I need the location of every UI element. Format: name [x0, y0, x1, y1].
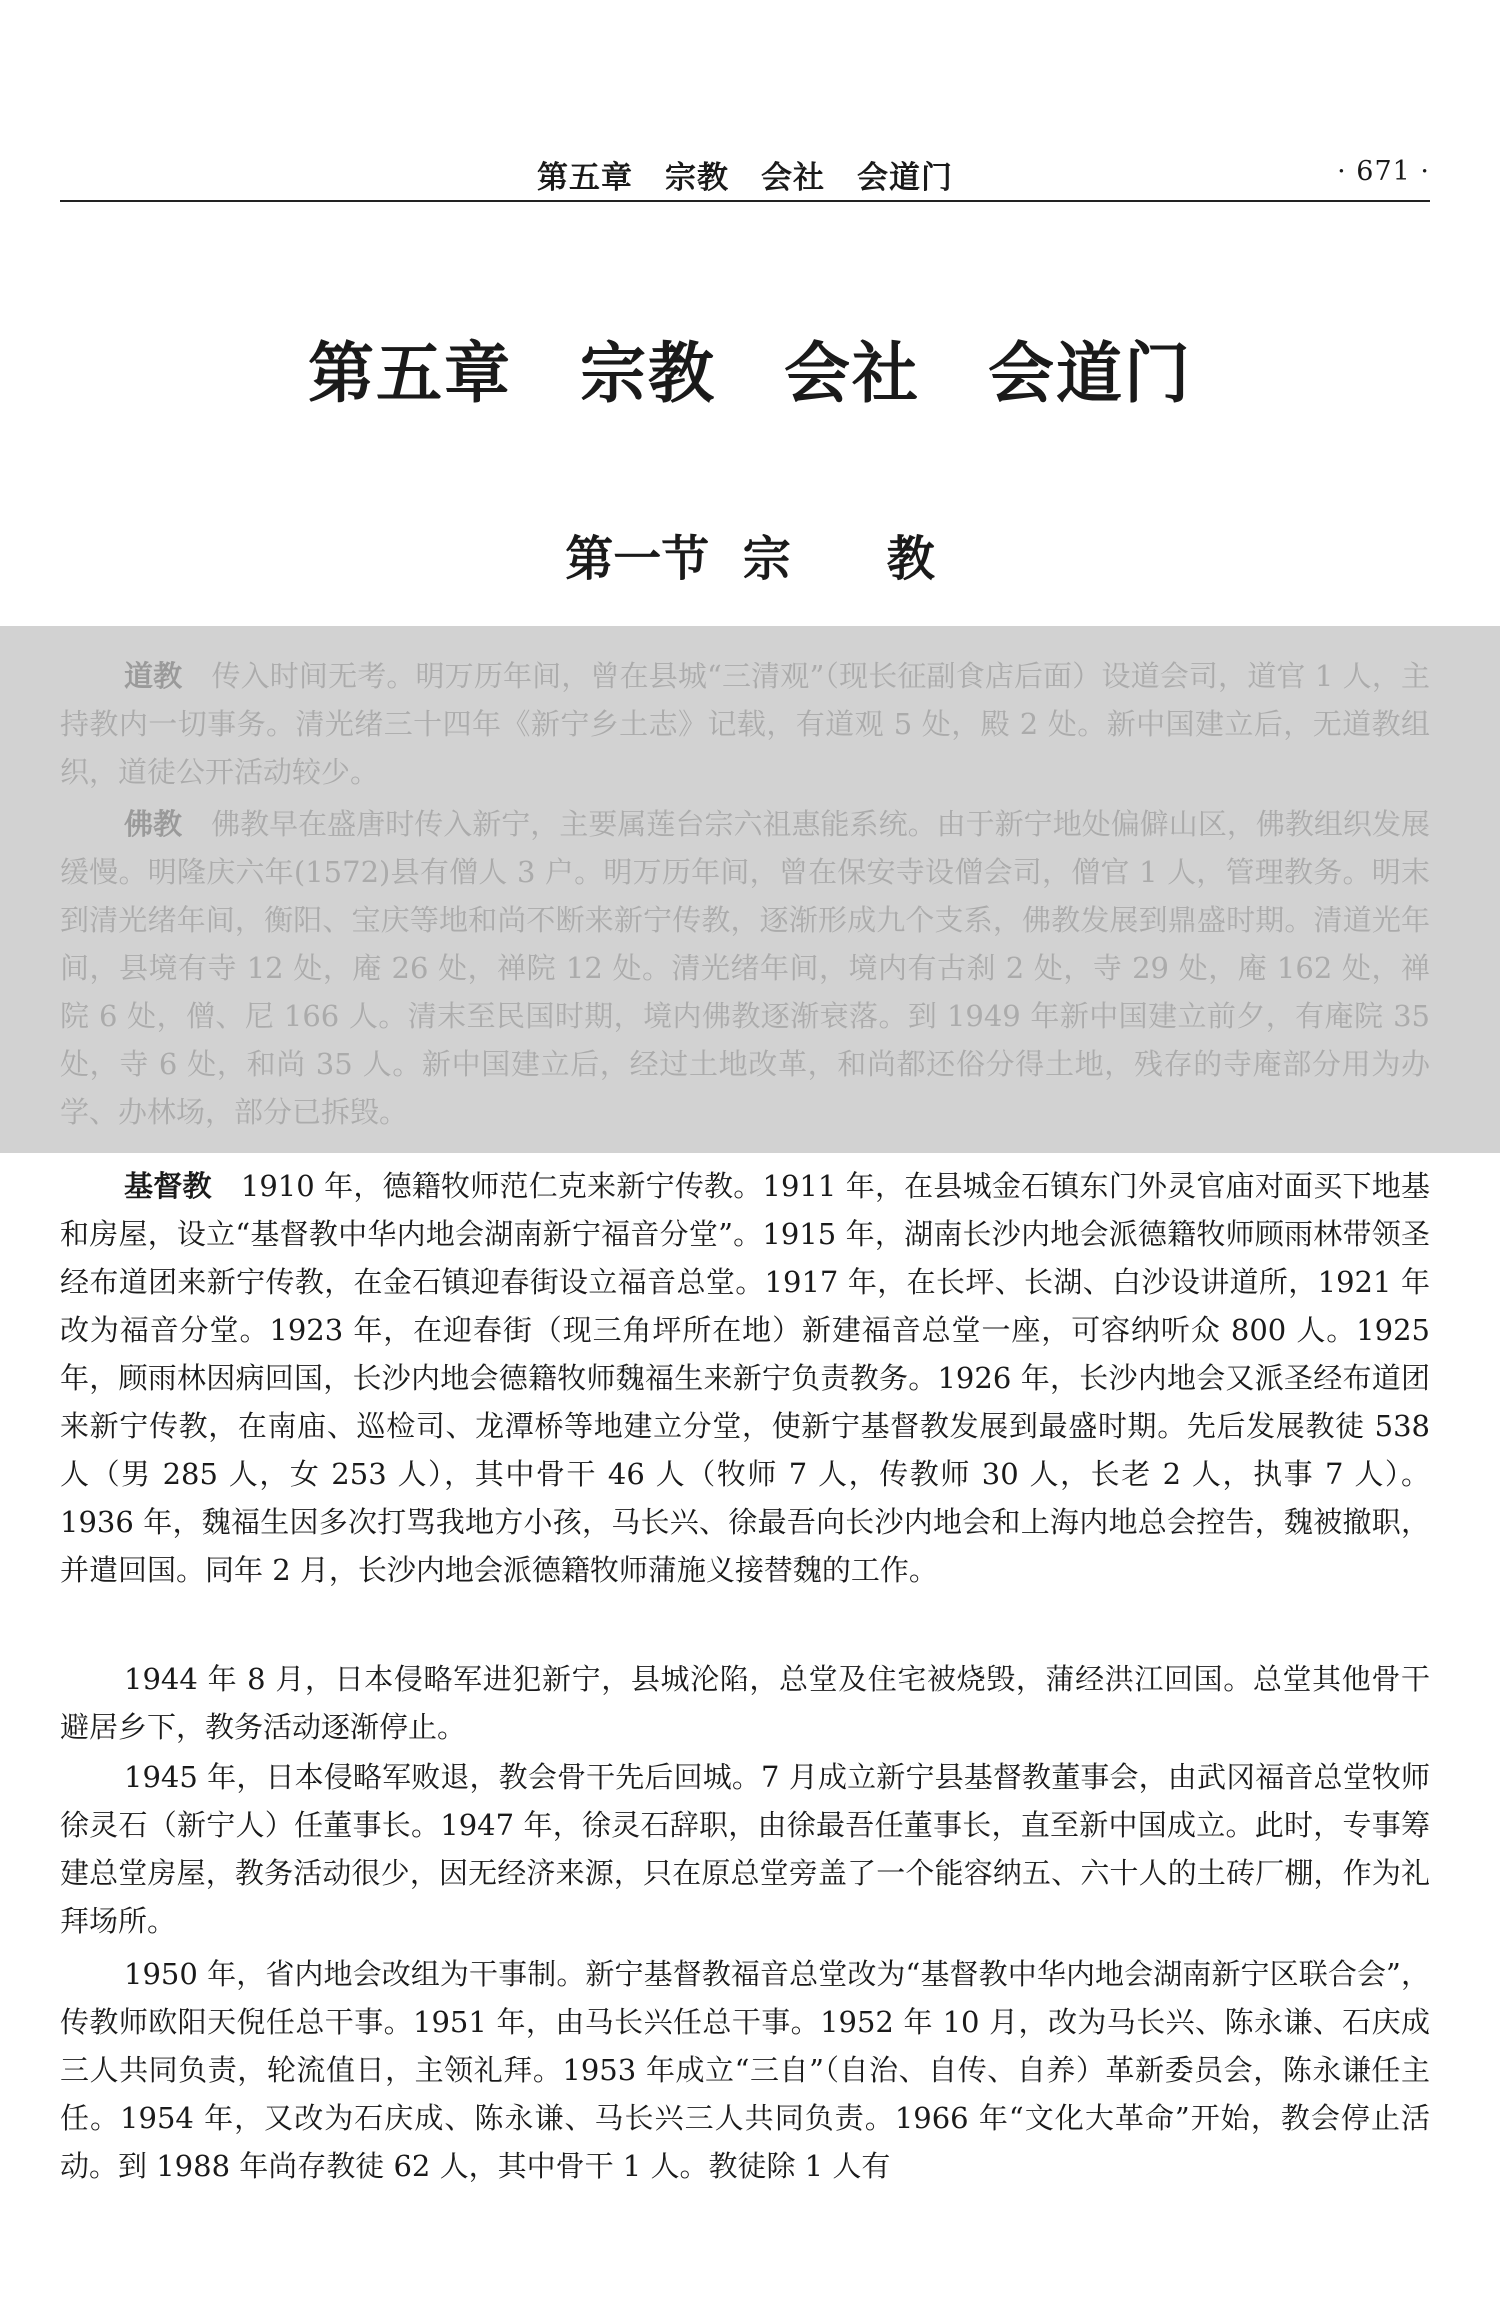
paragraph-1950: 1950 年，省内地会改组为干事制。新宁基督教福音总堂改为“基督教中华内地会湖南新宁区联合会”，传教师欧阳天倪任总干事。1951 年，由马长兴任总干事。1952 年 10 月，改为马长兴、陈永谦、石庆成三人共同负责，轮流值日，主领礼拜。1953 年成立“三自”（自治、自传、自养）革新委员会，陈永谦任主任。1954 年，又改为石庆成、陈永谦、马长兴三人共同负责。1966 年“文化大革命”开始，教会停止活动。到 1988 年尚存教徒 62 人，其中骨干 1 人。教徒除 1 人有	[60, 1957, 1430, 2183]
paragraph-1944: 1944 年 8 月，日本侵略军进犯新宁，县城沦陷，总堂及住宅被烧毁，蒲经洪江回国。总堂其他骨干避居乡下，教务活动逐渐停止。	[60, 1662, 1430, 1744]
paragraph-lead-christianity: 基督教	[124, 1169, 212, 1203]
chapter-title: 第五章 宗教 会社 会道门	[308, 334, 1192, 412]
paragraph-text-taoism: 传入时间无考。明万历年间，曾在县城“三清观”（现长征副食店后面）设道会司，道官 1 人，主持教内一切事务。清光绪三十四年《新宁乡土志》记载，有道观 5 处，殿 2 处。新中国建立后，无道教组织，道徒公开活动较少。	[60, 659, 1430, 789]
running-header	[60, 150, 1430, 202]
paragraph-1945: 1945 年，日本侵略军败退，教会骨干先后回城。7 月成立新宁县基督教董事会，由武冈福音总堂牧师徐灵石（新宁人）任董事长。1947 年，徐灵石辞职，由徐最吾任董事长，直至新中国成立。此时，专事筹建总堂房屋，教务活动很少，因无经济来源，只在原总堂旁盖了一个能容纳五、六十人的土砖厂棚，作为礼拜场所。	[60, 1760, 1430, 1938]
section-title: 第一节 宗 教	[565, 531, 935, 587]
paragraph-buddhism	[60, 800, 1430, 1136]
paragraph-lead-buddhism: 佛教	[124, 807, 183, 841]
running-header-title: 第五章 宗教 会社 会道门	[537, 160, 953, 196]
page-number: · 671 ·	[1337, 156, 1430, 187]
paragraph-text-christianity: 1910 年，德籍牧师范仁克来新宁传教。1911 年，在县城金石镇东门外灵官庙对面买下地基和房屋，设立“基督教中华内地会湖南新宁福音分堂”。1915 年，湖南长沙内地会派德籍牧师顾雨林带领圣经布道团来新宁传教，在金石镇迎春街设立福音总堂。1917 年，在长坪、长湖、白沙设讲道所，1921 年改为福音分堂。1923 年，在迎春街（现三角坪所在地）新建福音总堂一座，可容纳听众 800 人。1925 年，顾雨林因病回国，长沙内地会德籍牧师魏福生来新宁负责教务。1926 年，长沙内地会又派圣经布道团来新宁传教，在南庙、巡检司、龙潭桥等地建立分堂，使新宁基督教发展到最盛时期。先后发展教徒 538 人（男 285 人，女 253 人），其中骨干 46 人（牧师 7 人，传教师 30 人，长老 2 人，执事 7 人）。1936 年，魏福生因多次打骂我地方小孩，马长兴、徐最吾向长沙内地会和上海内地总会控告，魏被撤职，并遣回国。同年 2 月，长沙内地会派德籍牧师蒲施义接替魏的工作。	[60, 1169, 1430, 1587]
paragraph-christianity	[60, 1162, 1430, 1594]
paragraph-lead-taoism: 道教	[124, 659, 183, 693]
paragraph-taoism	[60, 652, 1430, 796]
paragraph-text-buddhism: 佛教早在盛唐时传入新宁，主要属莲台宗六祖惠能系统。由于新宁地处偏僻山区，佛教组织发展缓慢。明隆庆六年(1572)县有僧人 3 户。明万历年间，曾在保安寺设僧会司，僧官 1 人，管理教务。明末到清光绪年间，衡阳、宝庆等地和尚不断来新宁传教，逐渐形成九个支系，佛教发展到鼎盛时期。清道光年间，县境有寺 12 处，庵 26 处，禅院 12 处。清光绪年间，境内有古刹 2 处，寺 29 处，庵 162 处，禅院 6 处，僧、尼 166 人。清末至民国时期，境内佛教逐渐衰落。到 1949 年新中国建立前夕，有庵院 35 处，寺 6 处，和尚 35 人。新中国建立后，经过土地改革，和尚都还俗分得土地，残存的寺庵部分用为办学、办林场，部分已拆毁。	[60, 807, 1430, 1129]
